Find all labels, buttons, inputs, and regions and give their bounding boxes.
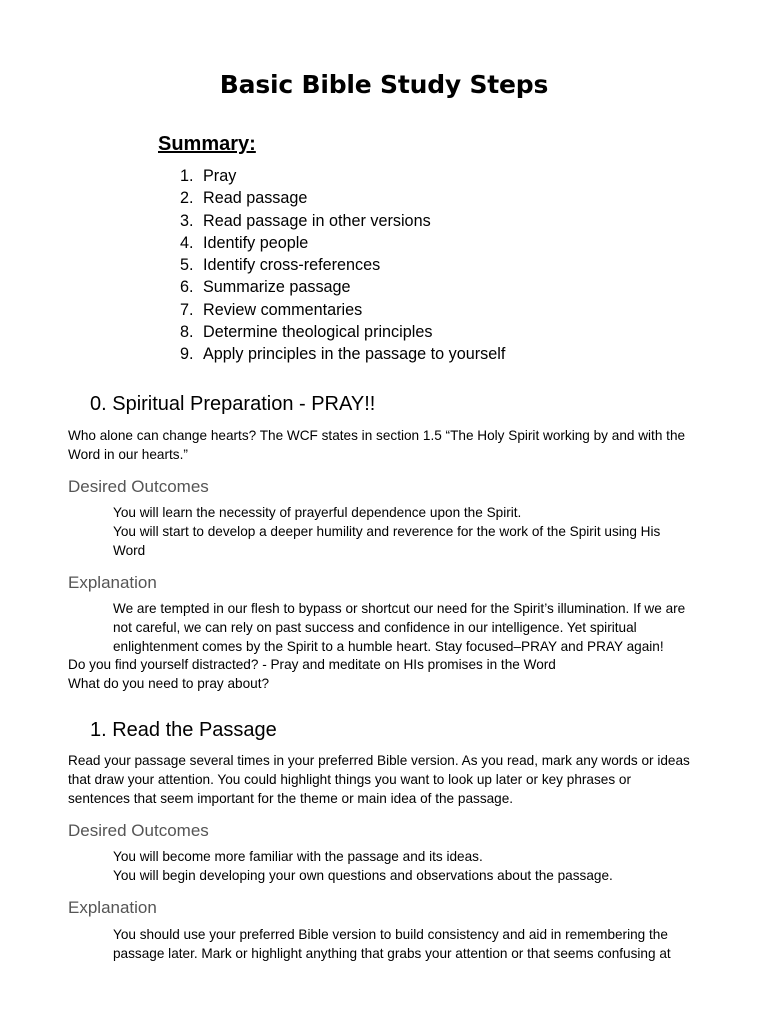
text-line: that draw your attention. You could highlight things you want to look up later or key phrases or — [68, 771, 631, 787]
list-item-text: Review commentaries — [203, 300, 363, 319]
list-item — [180, 187, 505, 209]
list-item — [180, 276, 505, 298]
list-item-text: Apply principles in the passage to yourself — [203, 345, 506, 364]
section-0-explanation-heading: Explanation — [68, 573, 157, 592]
text-line: Do you find yourself distracted? - Pray and meditate on HIs promises in the Word — [68, 657, 556, 672]
list-item-text: Determine theological principles — [203, 323, 433, 342]
list-item — [180, 321, 505, 343]
list-item-text: Read passage in other versions — [203, 211, 431, 230]
text-line: You will start to develop a deeper humility and reverence for the work of the Spirit using His — [113, 523, 661, 539]
text-line: We are tempted in our flesh to bypass or shortcut our need for the Spirit’s illumination. If we are — [113, 601, 686, 616]
text-line: What do you need to pray about? — [68, 675, 270, 691]
text-line: You will become more familiar with the passage and its ideas. — [113, 849, 483, 864]
summary-heading: Summary: — [158, 133, 256, 155]
text-line: not careful, we can rely on past success and confidence in our intelligence. Yet spiritual — [113, 619, 637, 635]
list-item — [180, 232, 505, 254]
section-0-explanation — [113, 600, 693, 656]
text-line: sentences that seem important for the theme or main idea of the passage. — [68, 790, 514, 806]
list-item-number: 7. — [180, 300, 194, 319]
section-0-outcomes-heading: Desired Outcomes — [68, 477, 209, 496]
list-item-number: 2. — [180, 189, 194, 208]
list-item-number: 3. — [180, 211, 194, 230]
list-item-number: 8. — [180, 323, 194, 342]
list-item-number: 4. — [180, 233, 194, 252]
section-1-explanation — [113, 926, 693, 964]
section-1-intro — [68, 752, 708, 808]
section-0-intro — [68, 427, 708, 465]
summary-list — [180, 165, 505, 366]
text-line: You will begin developing your own questions and observations about the passage. — [113, 867, 613, 883]
section-1-heading: 1. Read the Passage — [90, 719, 277, 741]
text-line: passage later. Mark or highlight anything that grabs your attention or that seems confusing at — [113, 945, 671, 961]
text-line: You will learn the necessity of prayerful dependence upon the Spirit. — [113, 505, 522, 520]
list-item-text: Pray — [203, 167, 237, 185]
text-line: Read your passage several times in your preferred Bible version. As you read, mark any words or ideas — [68, 753, 690, 768]
text-line: Word — [113, 542, 146, 558]
section-1-outcomes-heading: Desired Outcomes — [68, 821, 209, 840]
list-item — [180, 343, 505, 365]
list-item-text: Summarize passage — [203, 278, 351, 297]
list-item-text: Identify people — [203, 233, 309, 252]
text-line: Who alone can change hearts? The WCF states in section 1.5 “The Holy Spirit working by and with the — [68, 428, 686, 443]
section-1-outcomes — [113, 848, 693, 886]
list-item-text: Identify cross-references — [203, 256, 381, 275]
list-item-number: 1. — [180, 167, 194, 185]
list-item — [180, 210, 505, 232]
section-0-heading: 0. Spiritual Preparation - PRAY!! — [90, 393, 376, 415]
text-line: You should use your preferred Bible version to build consistency and aid in remembering the — [113, 927, 668, 942]
list-item — [180, 254, 505, 276]
section-0-outcomes — [113, 504, 693, 560]
list-item — [180, 165, 505, 187]
document-title: Basic Bible Study Steps — [219, 70, 549, 99]
section-1-explanation-heading: Explanation — [68, 898, 157, 917]
list-item-number: 9. — [180, 345, 194, 364]
text-line: Word in our hearts.” — [68, 446, 188, 462]
section-0-questions — [68, 656, 708, 694]
text-line: enlightenment comes by the Spirit to a humble heart. Stay focused–PRAY and PRAY again! — [113, 638, 664, 654]
list-item-number: 6. — [180, 278, 194, 297]
list-item-number: 5. — [180, 256, 194, 275]
list-item-text: Read passage — [203, 189, 308, 208]
list-item — [180, 299, 505, 321]
